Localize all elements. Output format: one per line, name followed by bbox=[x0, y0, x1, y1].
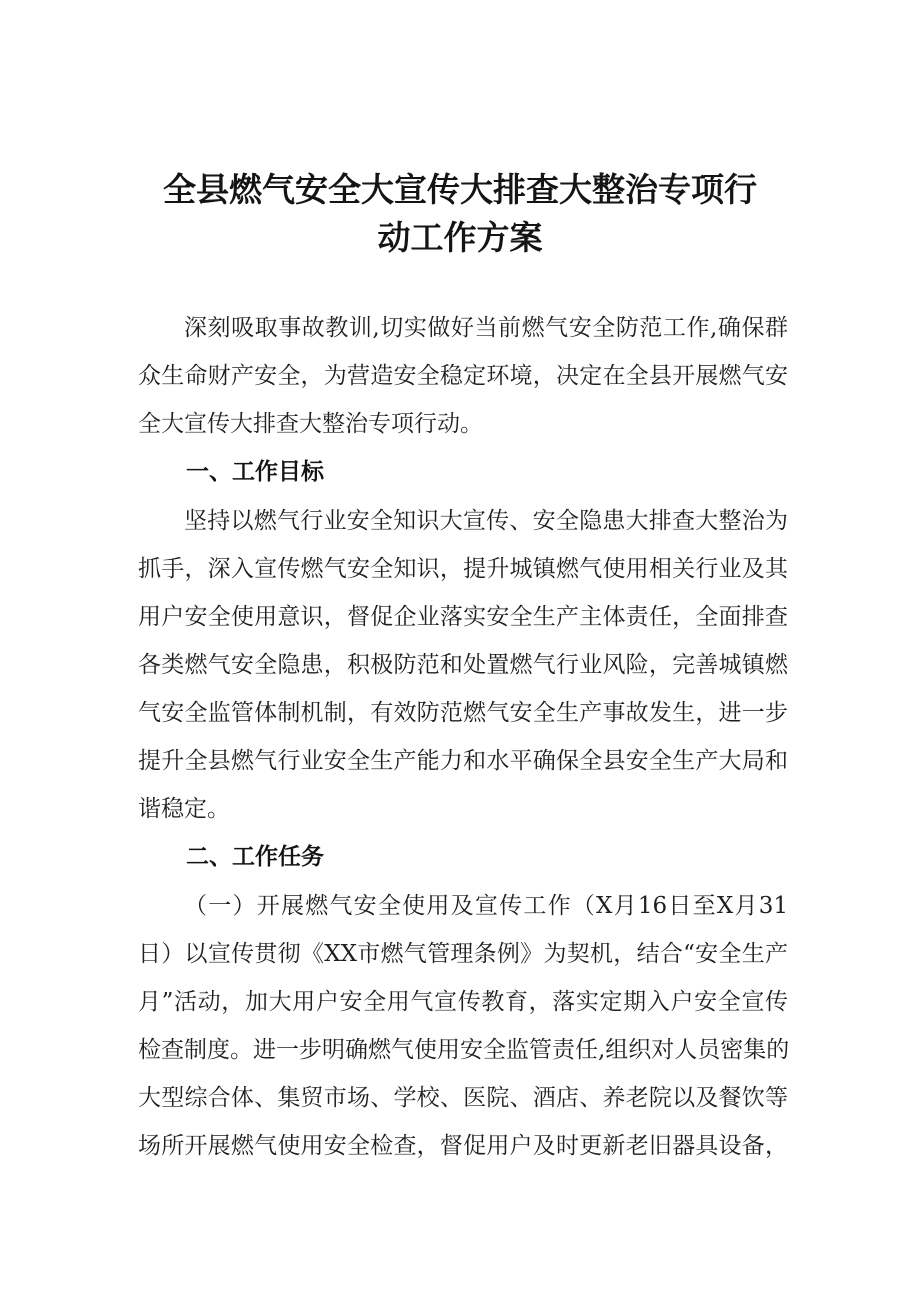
section-2-heading: 二、工作任务 bbox=[186, 844, 324, 870]
section-2-line-1: （一）开展燃气安全使用及宣传工作（X月16日至X月31 bbox=[184, 893, 788, 919]
section-1-line-5: 气安全监管体制机制，有效防范燃气安全生产事故发生，进一步 bbox=[138, 700, 788, 726]
document-title-line-1: 全县燃气安全大宣传大排查大整治专项行 bbox=[163, 170, 757, 209]
section-1-line-1: 坚持以燃气行业安全知识大宣传、安全隐患大排查大整治为 bbox=[184, 508, 788, 534]
section-2-line-5: 大型综合体、集贸市场、学校、医院、酒店、养老院以及餐饮等 bbox=[138, 1085, 788, 1111]
section-1-line-4: 各类燃气安全隐患，积极防范和处置燃气行业风险，完善城镇燃 bbox=[138, 652, 788, 678]
section-2-line-3: 月”活动，加大用户安全用气宣传教育，落实定期入户安全宣传 bbox=[138, 989, 788, 1015]
intro-line-2: 众生命财产安全，为营造安全稳定环境，决定在全县开展燃气安 bbox=[138, 363, 788, 389]
section-2-line-4: 检查制度。进一步明确燃气使用安全监管责任,组织对人员密集的 bbox=[138, 1037, 790, 1063]
section-1-line-2: 抓手，深入宣传燃气安全知识，提升城镇燃气使用相关行业及其 bbox=[138, 556, 788, 582]
section-1-line-3: 用户安全使用意识，督促企业落实安全生产主体责任，全面排查 bbox=[138, 604, 788, 630]
intro-line-1: 深刻吸取事故教训,切实做好当前燃气安全防范工作,确保群 bbox=[184, 315, 788, 341]
section-1-line-6: 提升全县燃气行业安全生产能力和水平确保全县安全生产大局和 bbox=[138, 748, 788, 774]
intro-line-3: 全大宣传大排查大整治专项行动。 bbox=[138, 411, 483, 437]
section-1-heading: 一、工作目标 bbox=[186, 459, 324, 485]
section-2-line-2: 日）以宣传贯彻《XX市燃气管理条例》为契机，结合“安全生产 bbox=[138, 941, 788, 967]
section-2-line-6: 场所开展燃气使用安全检查，督促用户及时更新老旧器具设备， bbox=[138, 1133, 788, 1159]
section-1-line-7: 谐稳定。 bbox=[138, 796, 230, 822]
document-title-line-2: 动工作方案 bbox=[377, 218, 543, 257]
